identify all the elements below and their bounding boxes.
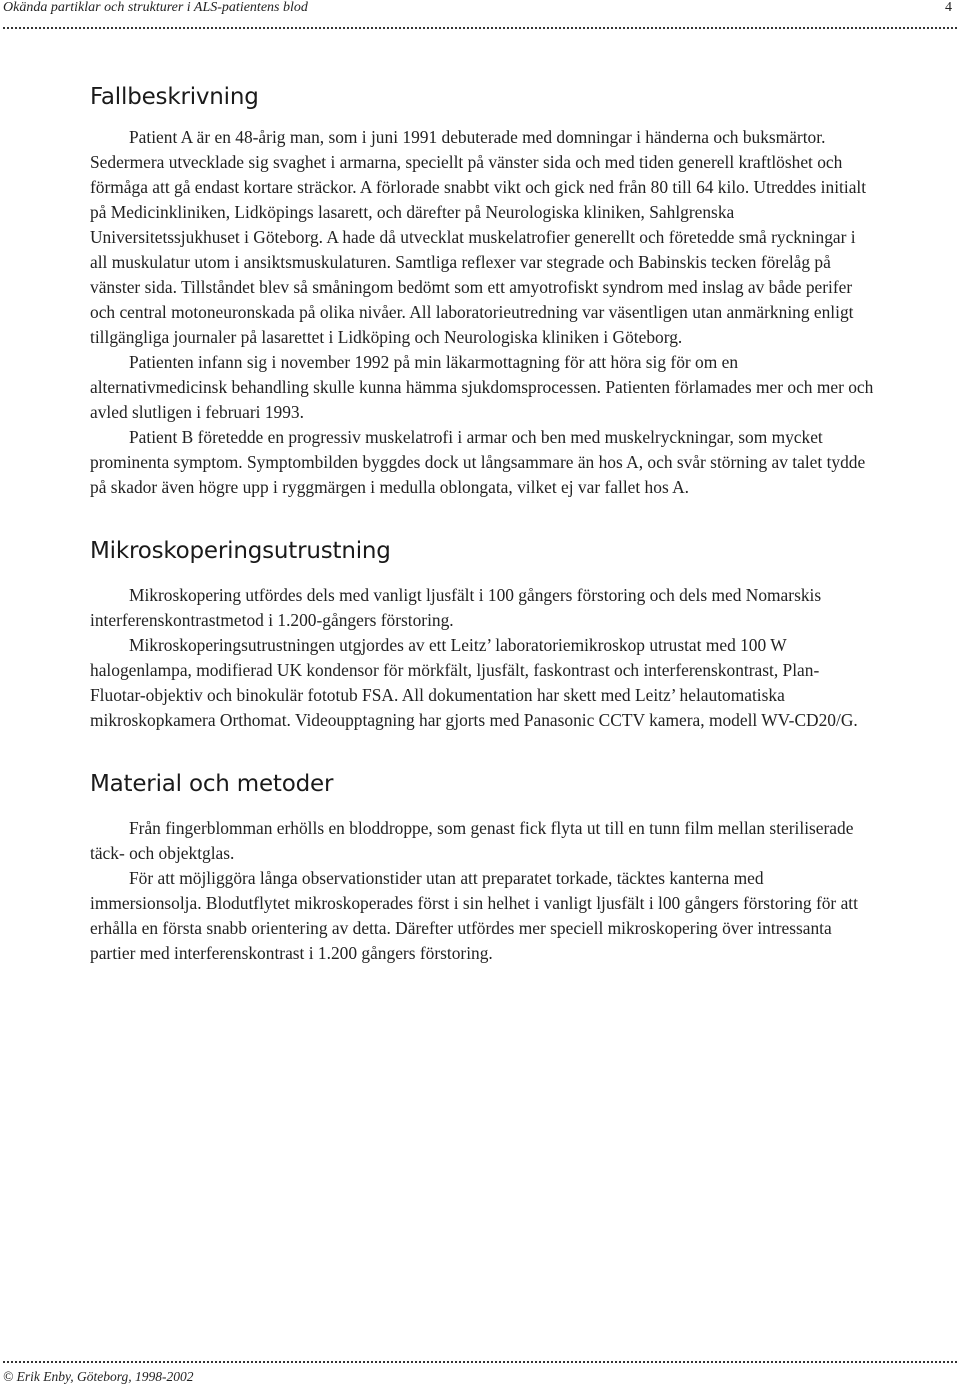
section-fallbeskrivning [90, 82, 874, 500]
section-heading: Fallbeskrivning [90, 84, 259, 110]
running-header [0, 0, 960, 30]
document-body [90, 82, 874, 1002]
page-number: 4 [945, 0, 952, 15]
section-heading: Material och metoder [90, 771, 334, 797]
paragraph: Patient A är en 48-årig man, som i juni 1991 debuterade med domningar i händerna och buksmärtor. Sedermera utvecklade sig svaghet i armarna, speciellt på vänster sida och med tiden generell kraftlöshet och förmåga att gå endast kortare sträckor. A förlorade snabbt vikt och gick ned från 80 till 64 kilo. Utreddes initialt på Medicinkliniken, Lidköpings lasarett, och därefter på Neurologiska kliniken, Sahlgrenska Universitetssjukhuset i Göteborg. A hade då utvecklat muskelatrofier generellt och företedde små ryckningar i all muskulatur utom i ansiktsmuskulaturen. Samtliga reflexer var stegrade och Babinskis tecken förelåg på vänster sida. Tillståndet blev så småningom bedömt som ett amyotrofiskt syndrom med inslag av både perifer och central motoneuronskada på olika nivåer. All laboratorieutredning var väsentligen utan anmärkning enligt tillgängliga journaler på lasarettet i Lidköping och Neurologiska kliniken i Göteborg. [90, 127, 867, 347]
paragraph: Mikroskoperingsutrustningen utgjordes av ett Leitz’ laboratoriemikroskop utrustat med 100 W halogenlampa, modifierad UK kondensor för mörkfält, ljusfält, faskontrast och interferenskontrast, Plan-Fluotar-objektiv och binokulär fototub FSA. All dokumentation har skett med Leitz’ helautomatiska mikroskopkamera Orthomat. Videoupptagning har gjorts med Panasonic CCTV kamera, modell WV-CD20/G. [90, 635, 858, 730]
header-divider [3, 27, 957, 29]
section-material-och-metoder [90, 769, 874, 966]
copyright-notice: © Erik Enby, Göteborg, 1998-2002 [3, 1369, 194, 1384]
running-title: Okända partiklar och strukturer i ALS-patientens blod [3, 0, 308, 15]
section-mikroskoperingsutrustning [90, 536, 874, 733]
paragraph: Patient B företedde en progressiv muskelatrofi i armar och ben med muskelryckningar, som mycket prominenta symptom. Symptombilden byggdes dock ut långsammare än hos A, och svår störning av talet tydde på skador även högre upp i ryggmärgen i medulla oblongata, vilket ej var fallet hos A. [90, 427, 866, 497]
paragraph: Från fingerblomman erhölls en bloddroppe, som genast fick flyta ut till en tunn film mellan steriliserade täck- och objektglas. [90, 818, 854, 863]
footer-divider [3, 1361, 957, 1363]
paragraph: Mikroskopering utfördes dels med vanligt ljusfält i 100 gångers förstoring och dels med Nomarskis interferenskontrastmetod i 1.200-gångers förstoring. [90, 585, 822, 630]
section-heading: Mikroskoperingsutrustning [90, 538, 391, 564]
running-footer [0, 1358, 960, 1389]
paragraph: För att möjliggöra långa observationstider utan att preparatet torkade, täcktes kanterna med immersionsolja. Blodutflytet mikroskoperades först i sin helhet i vanligt ljusfält i l00 gångers förstoring för att erhålla en första snabb orientering av detta. Därefter utfördes mer speciell mikroskopering över intressanta partier med interferenskontrast i 1.200 gångers förstoring. [90, 868, 858, 963]
paragraph: Patienten infann sig i november 1992 på min läkarmottagning för att höra sig för om en alternativmedicinsk behandling skulle kunna hämma sjukdomsprocessen. Patienten förlamades mer och mer och avled slutligen i februari 1993. [90, 352, 874, 422]
